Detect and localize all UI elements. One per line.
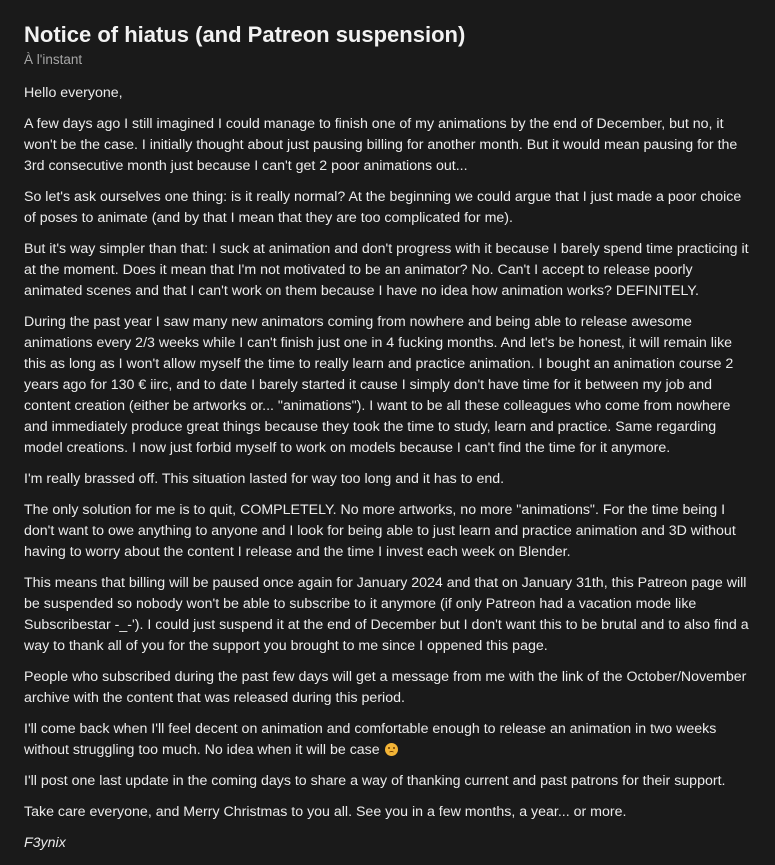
post-paragraph-greeting: Hello everyone,: [24, 85, 123, 101]
post-paragraph: I'll post one last update in the coming days to share a way of thanking current and past patrons for their support.: [24, 773, 726, 789]
post-paragraph: The only solution for me is to quit, COMPLETELY. No more artworks, no more "animations". For the time being I don't want to owe anything to anyone and I look for being able to just learn and practice animation and 3D without having to worry about the content I release and the time I invest each week on Blender.: [24, 502, 736, 560]
post-paragraph: But it's way simpler than that: I suck at animation and don't progress with it because I barely spend time practicing it at the moment. Does it mean that I'm not motivated to be an animator? No. Can't I accept to release poorly animated scenes and that I can't work on them because I have no idea how animation works? DEFINITELY.: [24, 241, 749, 299]
post-signature: F3ynix: [24, 835, 66, 851]
post-paragraph: A few days ago I still imagined I could manage to finish one of my animations by the end of December, but no, it won't be the case. I initially thought about just pausing billing for another month. But it would mean pausing for the 3rd consecutive month just because I can't get 2 poor animations out...: [24, 116, 738, 174]
post-paragraph: So let's ask ourselves one thing: is it really normal? At the beginning we could argue that I just made a poor choice of poses to animate (and by that I mean that they are too complicated for me).: [24, 189, 742, 226]
post-paragraph: People who subscribed during the past few days will get a message from me with the link of the October/November archive with the content that was released during this period.: [24, 669, 747, 706]
post-paragraph: During the past year I saw many new animators coming from nowhere and being able to release awesome animations every 2/3 weeks while I can't finish just one in 4 fucking months. And let's be honest, it will remain like this as long as I won't allow myself the time to really learn and practice animation. I bought an animation course 2 years ago for 130 € iirc, and to date I barely started it cause I simply don't have time for it between my job and content creation (either be artworks or... "animations"). I want to be all these colleagues who come from nowhere and immediately produce great things because they took the time to study, learn and practice. Same regarding model creations. I now just forbid myself to work on models because I can't find the time for it anymore.: [24, 314, 734, 456]
post-timestamp: À l'instant: [24, 52, 83, 67]
post-paragraph-text: I'll come back when I'll feel decent on animation and comfortable enough to release an animation in two weeks without struggling too much. No idea when it will be case: [24, 721, 717, 758]
post-paragraph: This means that billing will be paused once again for January 2024 and that on January 31th, this Patreon page will be suspended so nobody won't be able to subscribe to it anymore (if only Patreon had a vacation mode like Subscribestar -_-'). I could just suspend it at the end of December but I don't want this to be brutal and to also find a way to thank all of you for the support you brought to me since I oppened this page.: [24, 575, 749, 654]
post-paragraph: Take care everyone, and Merry Christmas to you all. See you in a few months, a year... or more.: [24, 804, 627, 820]
post-body: [24, 83, 751, 854]
post-paragraph: I'm really brassed off. This situation lasted for way too long and it has to end.: [24, 471, 505, 487]
post-paragraph-with-emoji: [24, 719, 751, 761]
post-title: Notice of hiatus (and Patreon suspension): [24, 22, 466, 47]
disappointed-face-icon: [385, 743, 398, 756]
